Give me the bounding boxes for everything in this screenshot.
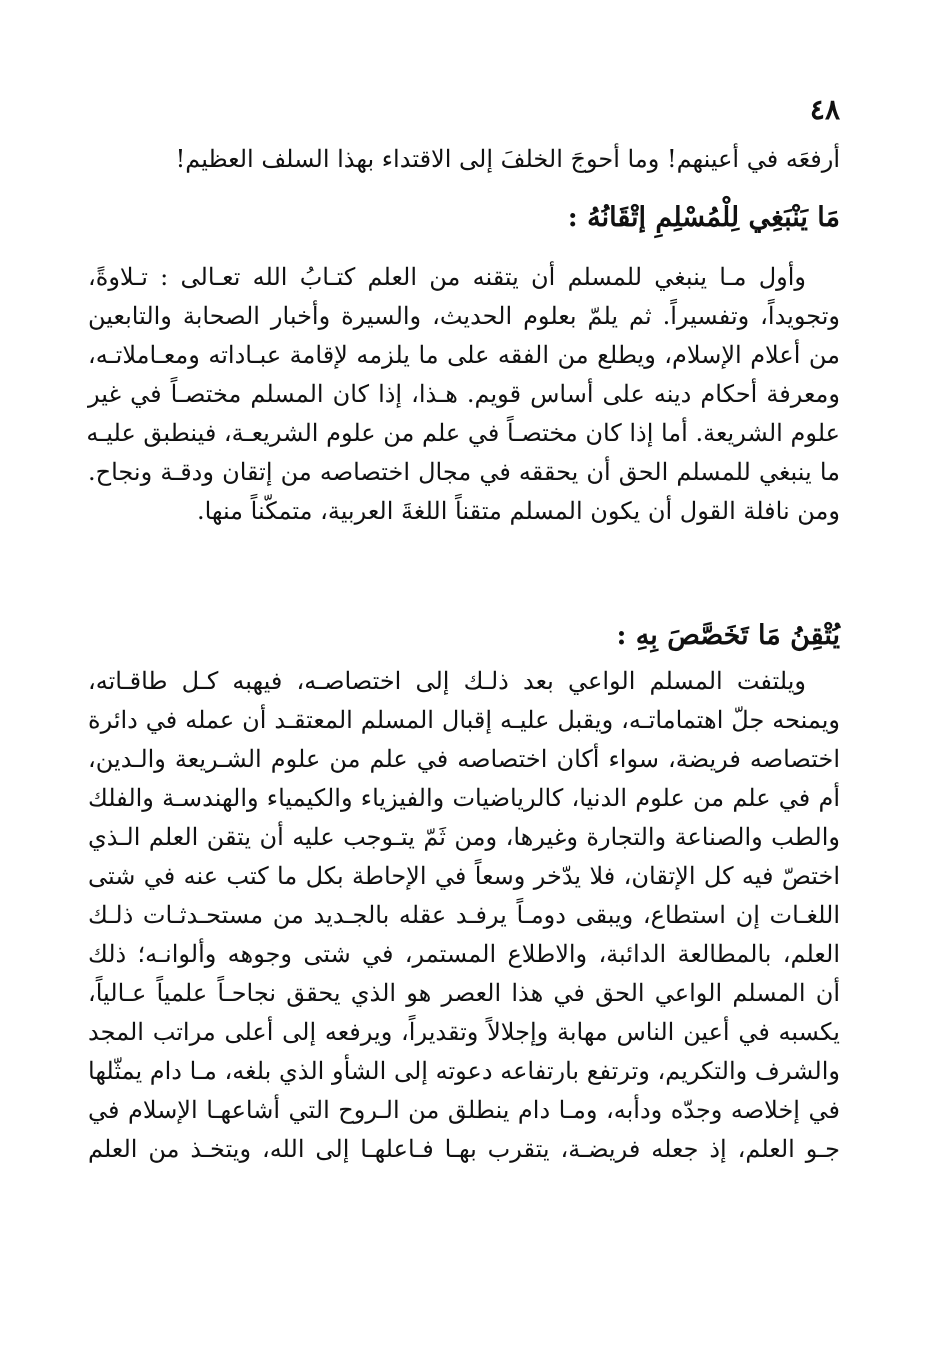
paragraph-line: من أعلام الإسلام، ويطلع من الفقه على ما يلزمه لإقامة عبـاداته ومعـاملاتـه،: [88, 341, 840, 369]
paragraph-line: ما ينبغي للمسلم الحق أن يحققه في مجال اختصاصه من إتقان ودقـة ونجاح.: [88, 458, 840, 486]
paragraph-line: العلم، بالمطالعة الدائبة، والاطلاع المستمر، في شتى وجوهه وألوانـه؛ ذلك: [88, 940, 840, 968]
paragraph-line: ومن نافلة القول أن يكون المسلم متقناً اللغةَ العربية، متمكّناً منها.: [196, 497, 840, 525]
section-heading: يُتْقِنُ مَا تَخَصَّصَ بِهِ :: [616, 620, 840, 651]
paragraph-line: جـو العلم، إذ جعله فريضـة، يتقرب بهـا فـاعلهـا إلى الله، ويتخـذ من العلم: [88, 1135, 840, 1163]
paragraph-line: اختصاصه فريضة، سواء أكان اختصاصه في علم من علوم الشـريعة والـدين،: [88, 745, 840, 773]
paragraph-line: اختصّ فيه كل الإتقان، فلا يدّخر وسعاً في الإحاطة بكل ما كتب عنه في شتى: [88, 862, 840, 890]
paragraph-line: وأول مـا ينبغي للمسلم أن يتقنه من العلم كتـابُ الله تعـالى : تـلاوةً،: [88, 263, 806, 291]
paragraph-line: وتجويداً، وتفسيراً. ثم يلمّ بعلوم الحديث، والسيرة وأخبار الصحابة والتابعين: [88, 302, 840, 330]
paragraph-line: ويمنحه جلّ اهتماماتـه، ويقبل عليـه إقبال المسلم المعتقـد أن عمله في دائرة: [88, 706, 840, 734]
section-masters-specialty: [88, 614, 840, 1169]
paragraph-line: أم في علم من علوم الدنيا، كالرياضيات والفيزياء والكيمياء والهندسـة والفلك: [88, 784, 840, 812]
paragraph-line: والطب والصناعة والتجارة وغيرها، ومن ثَمّ يتـوجب عليه أن يتقن العلم الـذي: [88, 823, 840, 851]
opening-line: أرفعَه في أعينهم! وما أحوجَ الخلفَ إلى الاقتداء بهذا السلف العظيم!: [175, 145, 840, 173]
paragraph-line: اللغـات إن استطاع، ويبقى دومـاً يرفـد عقله بالجـديد من مستحـدثـات ذلـك: [88, 901, 840, 929]
paragraph-line: والشرف والتكريم، وترتفع بارتفاعه دعوته إلى الشأو الذي بلغه، مـا دام يمثّلها: [88, 1057, 840, 1085]
paragraph-line: ومعرفة أحكام دينه على أساس قويم. هـذا، إذا كان المسلم مختصـاً في غير: [88, 380, 840, 408]
section-heading: مَا يَنْبَغِي لِلْمُسْلِمِ إتْقَانُهُ :: [567, 202, 840, 233]
paragraph-line: علوم الشريعة. أما إذا كان مختصـاً في علم من علوم الشريعـة، فينطبق عليـه: [86, 419, 840, 447]
paragraph-line: في إخلاصه وجدّه ودأبه، ومـا دام ينطلق من الـروح التي أشاعهـا الإسلام في: [88, 1096, 840, 1124]
paragraph-line: ويلتفت المسلم الواعي بعد ذلـك إلى اختصاصـه، فيهبه كـل طاقـاته،: [88, 667, 806, 695]
opening-paragraph: [88, 140, 840, 179]
page-number: ٤٨: [809, 93, 840, 126]
paragraph-line: يكسبه في أعين الناس مهابة وإجلالاً وتقديراً، ويرفعه إلى أعلى مراتب المجد: [88, 1018, 840, 1046]
section-what-muslim-should-master: [88, 196, 840, 531]
paragraph-line: أن المسلم الواعي الحق في هذا العصر هو الذي يحقق نجاحـاً علمياً عـالياً،: [88, 979, 840, 1007]
